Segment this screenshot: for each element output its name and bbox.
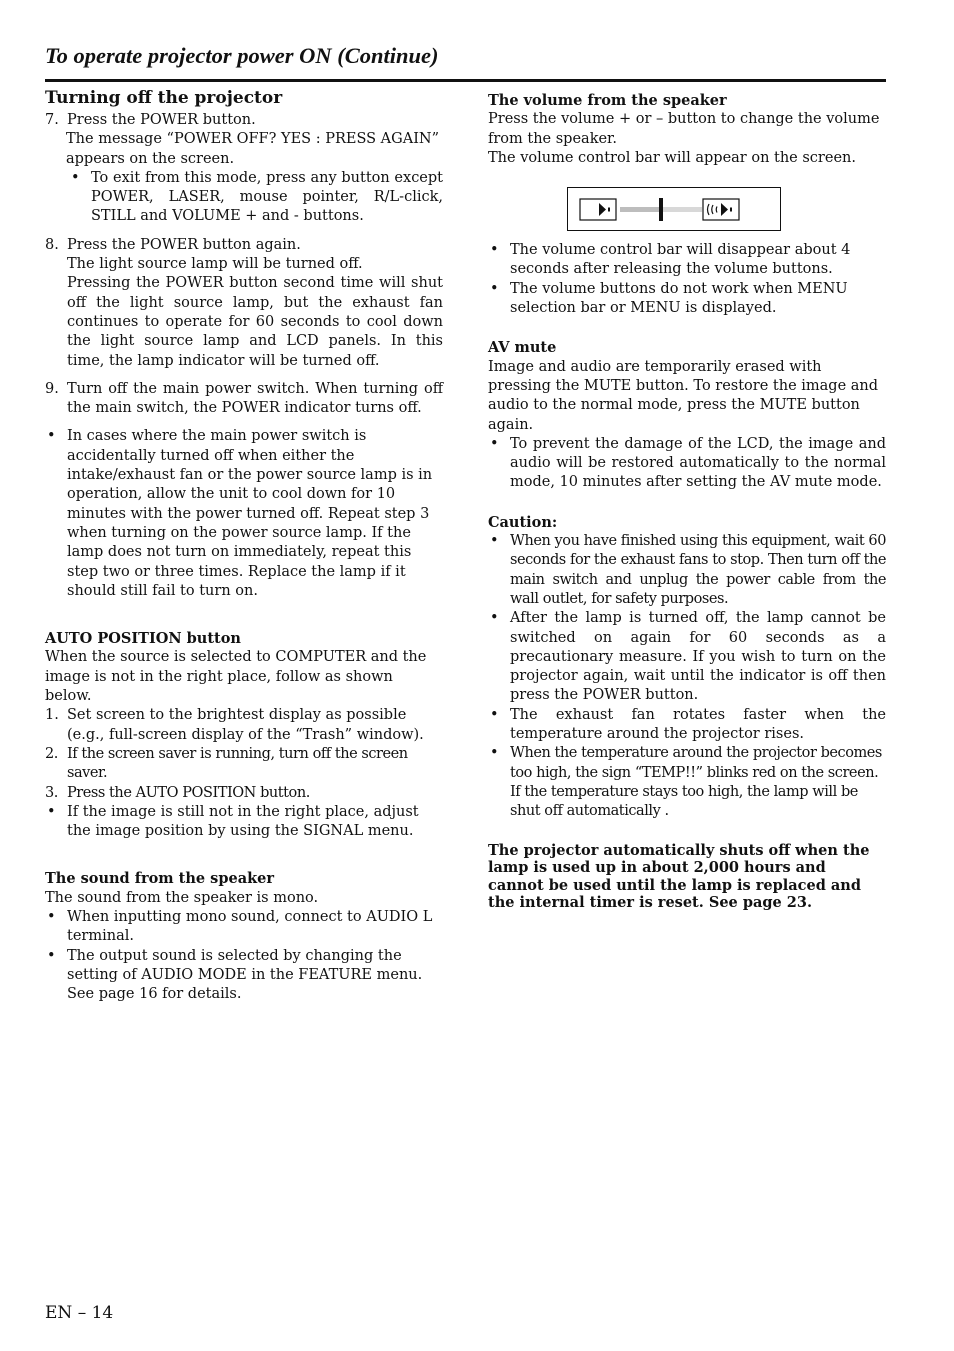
left-column xyxy=(45,86,443,1004)
lamp-life-note: The projector automatically shuts off when the lamp is used up in about 2,000 hours and cannot be used until the lamp is replaced and the internal timer is reset. See page 23. xyxy=(488,841,870,912)
caution-bullet-4-text: When the temperature around the projector becomes too high, the sign “TEMP!!” blinks red on the screen. If the temperature stays too high, the lamp will be shut off automatically . xyxy=(510,745,882,820)
caution-bullet-2 xyxy=(488,609,886,705)
speaker-low-icon xyxy=(580,199,616,220)
volume-heading: The volume from the speaker xyxy=(488,92,727,109)
caution-bullet-1-text: When you have finished using this equipment, wait 60 seconds for the exhaust fans to stop. Then turn off the main switch and unplug the power cable from the wall outlet, for safety purposes. xyxy=(510,533,886,607)
page-title: To operate projector power ON (Continue) xyxy=(45,43,439,68)
caution-bullet-2-text: After the lamp is turned off, the lamp cannot be switched on again for 60 seconds as a precautionary measure. If you wish to turn on the projector again, wait until the indicator is off then press the POWER button. xyxy=(510,610,886,704)
volume-intro: Press the volume + or – button to change the volume from the speaker. xyxy=(488,111,880,147)
step-8-line2: The light source lamp will be turned off. xyxy=(67,256,363,273)
step-number: 7. xyxy=(45,112,59,128)
page-number: EN – 14 xyxy=(45,1303,114,1323)
auto-position-bullet xyxy=(45,803,443,842)
step-number: 9. xyxy=(45,380,59,397)
lamp-cooldown-note-text: In cases where the main power switch is accidentally turned off when either the intake/exhaust fan or the power source lamp is in operation, allow the unit to cool down for 10 minutes with the power turned off. Repeat step 3 when turning on the power source lamp. If the lamp does not turn on immediately, repeat this step two or three times. Replace the lamp if it should still fail to turn on. xyxy=(67,428,433,599)
step-7-message: The message “POWER OFF? YES : PRESS AGAIN” appears on the screen. xyxy=(66,131,440,167)
auto-position-heading: AUTO POSITION button xyxy=(45,630,241,648)
step-8-text: Press the POWER button again. xyxy=(67,236,301,253)
auto-position-bullet-text: If the image is still not in the right place, adjust the image position by using the SIGNAL menu. xyxy=(67,803,419,840)
sound-heading: The sound from the speaker xyxy=(45,870,274,888)
step-number: 8. xyxy=(45,236,59,253)
step-number: 3. xyxy=(45,784,58,801)
av-mute-intro: Image and audio are temporarily erased with pressing the MUTE button. To restore the image and audio to the normal mode, press the MUTE button again. xyxy=(488,358,879,433)
auto-position-step-2 xyxy=(45,745,443,784)
volume-bullet-1-text: The volume control bar will disappear about 4 seconds after releasing the volume buttons. xyxy=(510,242,851,278)
volume-intro-2: The volume control bar will appear on the screen. xyxy=(488,149,856,166)
caution-bullet-3-text: The exhaust fan rotates faster when the temperature around the projector rises. xyxy=(510,706,886,743)
caution-bullet-1 xyxy=(488,532,886,609)
volume-bar-graphic xyxy=(568,188,782,232)
sound-bullet-2 xyxy=(45,947,443,1005)
title-rule xyxy=(45,79,886,82)
volume-bullet-2 xyxy=(488,280,886,319)
step-number: 1. xyxy=(45,707,59,724)
volume-bullet-1 xyxy=(488,241,886,280)
step-number: 2. xyxy=(45,745,58,762)
step-8-paragraph: Pressing the POWER button second time will shut off the light source lamp, but the exhaust fan continues to operate for 60 seconds to cool down the light source lamp and LCD panels. In this time, the lamp indicator will be turned off. xyxy=(67,275,443,369)
step-8 xyxy=(45,236,443,371)
speaker-high-icon xyxy=(703,199,739,220)
volume-control-bar xyxy=(567,187,781,231)
volume-fill xyxy=(620,207,661,212)
auto-position-step-3-text: Press the AUTO POSITION button. xyxy=(67,784,310,801)
auto-position-step-1 xyxy=(45,706,443,745)
auto-position-step-1-text: Set screen to the brightest display as possible (e.g., full-screen display of the “Trash” window). xyxy=(67,707,424,743)
sound-bullet-1 xyxy=(45,908,443,947)
av-mute-bullet xyxy=(488,435,886,493)
right-column xyxy=(488,86,886,912)
volume-level-marker xyxy=(659,198,663,221)
sound-intro: The sound from the speaker is mono. xyxy=(45,889,319,906)
auto-position-intro: When the source is selected to COMPUTER and the image is not in the right place, follow as shown below. xyxy=(45,649,427,705)
auto-position-step-3 xyxy=(45,784,443,803)
step-7-text: Press the POWER button. xyxy=(67,112,256,128)
caution-heading: Caution: xyxy=(488,513,558,531)
auto-position-step-2-text: If the screen saver is running, turn off the screen saver. xyxy=(67,745,408,782)
volume-bullet-2-text: The volume buttons do not work when MENU selection bar or MENU is displayed. xyxy=(510,280,848,317)
av-mute-bullet-text: To prevent the damage of the LCD, the image and audio will be restored automatically to the normal mode, 10 minutes after setting the AV mute mode. xyxy=(510,435,886,491)
step-9-text: Turn off the main power switch. When turning off the main switch, the POWER indicator turns off. xyxy=(67,380,443,417)
caution-bullet-3 xyxy=(488,706,886,745)
sound-bullet-1-text: When inputting mono sound, connect to AUDIO L terminal. xyxy=(67,908,433,945)
av-mute-heading: AV mute xyxy=(488,339,557,357)
step-7 xyxy=(45,111,443,227)
section-title-turning-off: Turning off the projector xyxy=(45,88,283,108)
step-7-sub-bullet-text: To exit from this mode, press any button except POWER, LASER, mouse pointer, R/L-click, STILL and VOLUME + and - buttons. xyxy=(91,169,443,225)
sound-bullet-2-text: The output sound is selected by changing the setting of AUDIO MODE in the FEATURE menu. See page 16 for details. xyxy=(67,947,423,1003)
lamp-cooldown-note xyxy=(45,427,443,601)
step-7-sub-bullet xyxy=(69,169,443,227)
step-9 xyxy=(45,380,443,419)
caution-bullet-4 xyxy=(488,744,886,821)
